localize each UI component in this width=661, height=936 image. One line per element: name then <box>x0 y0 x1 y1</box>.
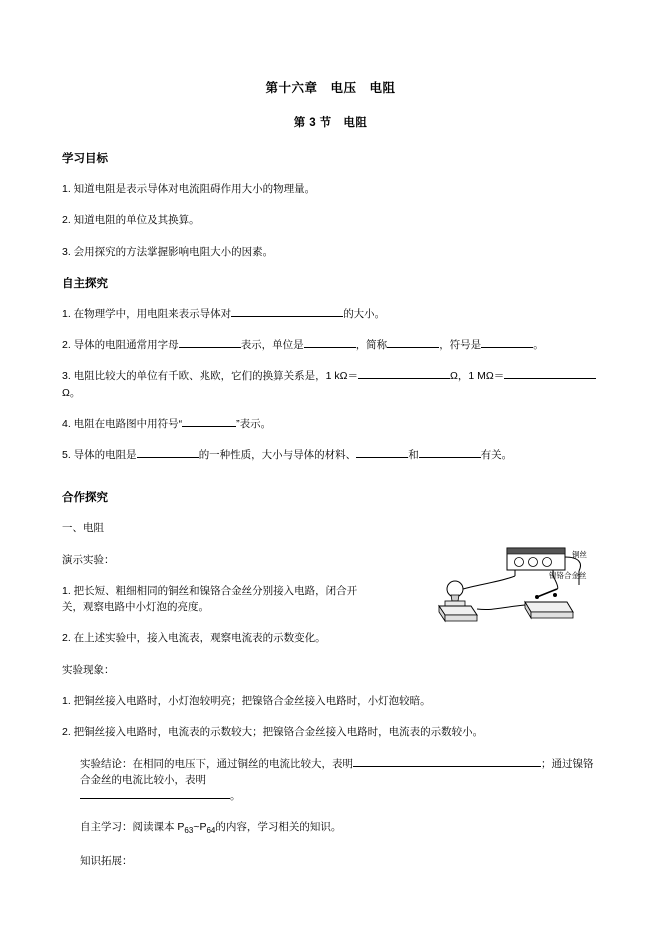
phenomenon-item-1: 1. 把铜丝接入电路时，小灯泡较明亮；把镍铬合金丝接入电路时，小灯泡较暗。 <box>62 694 431 707</box>
subheading-resistance: 一、电阻 <box>62 522 104 535</box>
fill-blank[interactable] <box>387 337 439 348</box>
inquiry-item-2-text-e: 。 <box>533 339 544 352</box>
self-study-sub-start: 63 <box>184 826 194 836</box>
conclusion-prefix: 实验结论：在相同的电压下，通过铜丝的电流比较大，表明 <box>80 757 353 770</box>
page-title: 第十六章 电压 电阻 <box>265 81 396 95</box>
fill-blank[interactable] <box>80 788 230 799</box>
figure-label-alloy: 镍铬合金丝 <box>549 571 587 580</box>
inquiry-item-1-text-a: 1. 在物理学中，用电阻来表示导体对 <box>62 307 232 320</box>
fill-blank[interactable] <box>137 447 199 458</box>
circuit-diagram <box>433 545 609 625</box>
fill-blank[interactable] <box>179 337 241 348</box>
inquiry-item-5 <box>62 447 599 463</box>
demo-label: 演示实验： <box>62 553 115 566</box>
fill-blank[interactable] <box>231 306 343 317</box>
inquiry-item-1 <box>62 306 599 322</box>
inquiry-item-2-text-a: 2. 导体的电阻通常用字母 <box>62 339 179 352</box>
fill-blank[interactable] <box>304 337 356 348</box>
fill-blank[interactable] <box>504 368 596 379</box>
inquiry-item-4 <box>62 416 599 432</box>
inquiry-item-5-text-b: 的一种性质，大小与导体的材料、 <box>198 449 357 462</box>
conclusion-middle: ；通过镍铬合金丝的电流比较小，表明 <box>80 757 594 786</box>
figure-label-copper: 铜丝 <box>572 550 587 559</box>
inquiry-item-3 <box>62 368 599 401</box>
phenomenon-label: 实验现象： <box>62 663 115 676</box>
inquiry-item-3-text-a: 3. 电阻比较大的单位有千欧、兆欧，它们的换算关系是，1 kΩ＝ <box>62 370 359 383</box>
conclusion-suffix: 。 <box>230 790 241 803</box>
self-study-prefix: 自主学习：阅读课本 P <box>80 821 185 834</box>
demo-item-2: 2. 在上述实验中，接入电流表，观察电流表的示数变化。 <box>62 632 326 645</box>
inquiry-item-3-text-b: Ω，1 MΩ＝ <box>450 370 505 383</box>
self-study-mid: ~P <box>193 821 207 834</box>
goal-item-1: 1. 知道电阻是表示导体对电流阻碍作用大小的物理量。 <box>62 183 316 195</box>
inquiry-item-3-text-c: Ω。 <box>62 386 81 399</box>
goal-item-2: 2. 知道电阻的单位及其换算。 <box>62 214 200 227</box>
inquiry-item-2-text-c: ，简称 <box>355 339 388 352</box>
self-study-paragraph <box>62 819 599 837</box>
heading-self-inquiry: 自主探究 <box>62 277 108 290</box>
phenomenon-item-2: 2. 把铜丝接入电路时，电流表的示数较大；把镍铬合金丝接入电路时，电流表的示数较小。 <box>62 726 484 739</box>
inquiry-item-2-text-d: ，符号是 <box>439 339 482 352</box>
conclusion-paragraph <box>62 756 599 805</box>
inquiry-item-2-text-b: 表示，单位是 <box>240 339 304 352</box>
fill-blank[interactable] <box>358 368 450 379</box>
fill-blank[interactable] <box>419 447 481 458</box>
inquiry-item-4-text-b: ”表示。 <box>236 417 272 430</box>
inquiry-item-2 <box>62 337 599 353</box>
fill-blank[interactable] <box>356 447 408 458</box>
inquiry-item-5-text-c: 和 <box>408 449 419 462</box>
inquiry-item-5-text-d: 有关。 <box>480 449 513 462</box>
inquiry-item-1-text-b: 的大小。 <box>343 307 386 320</box>
heading-learning-goals: 学习目标 <box>62 153 108 165</box>
inquiry-item-4-text-a: 4. 电阻在电路图中用符号“ <box>62 417 183 430</box>
demo-item-1: 1. 把长短、粗细相同的铜丝和镍铬合金丝分别接入电路，闭合开关，观察电路中小灯泡的亮度。 <box>62 584 358 614</box>
fill-blank[interactable] <box>182 416 236 427</box>
fill-blank[interactable] <box>353 756 541 767</box>
extension-label: 知识拓展： <box>80 854 133 867</box>
heading-cooperative-inquiry: 合作探究 <box>62 492 108 505</box>
section-title: 第 3 节 电阻 <box>293 117 368 129</box>
self-study-suffix: 的内容，学习相关的知识。 <box>215 821 342 834</box>
fill-blank[interactable] <box>481 337 533 348</box>
goal-item-3: 3. 会用探究的方法掌握影响电阻大小的因素。 <box>62 245 274 258</box>
inquiry-item-5-text-a: 5. 导体的电阻是 <box>62 449 137 462</box>
self-study-sub-end: 64 <box>206 826 216 836</box>
